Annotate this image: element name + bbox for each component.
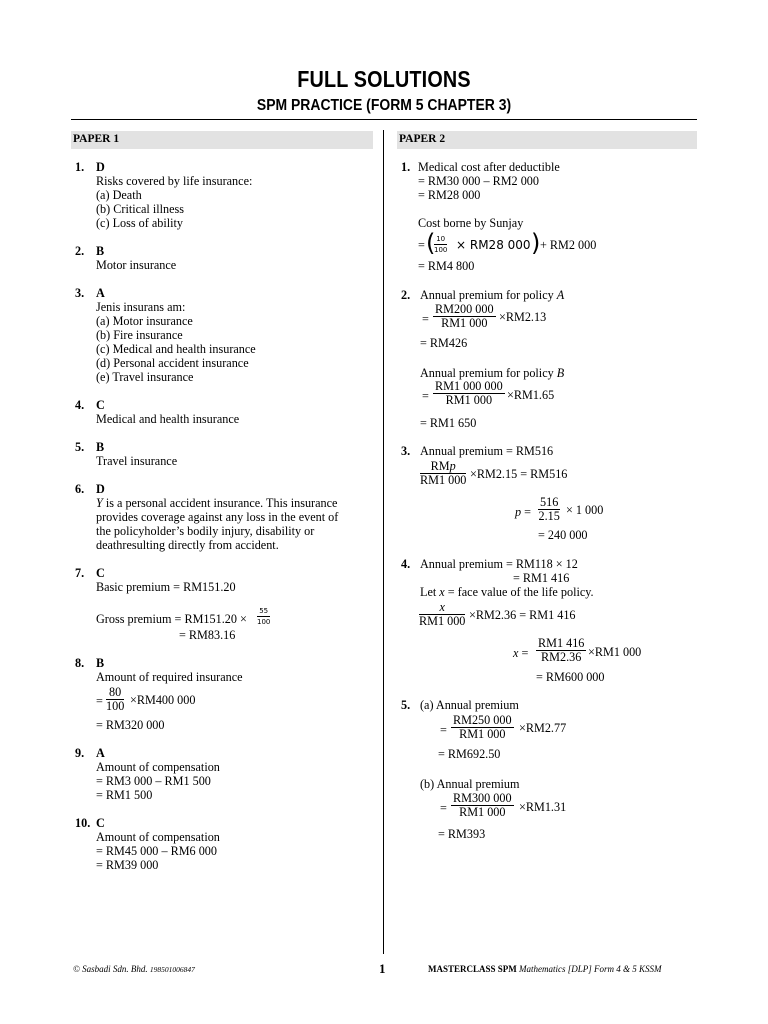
- close-parenthesis: ): [531, 229, 541, 257]
- p2q5-fraction-b: [451, 792, 514, 819]
- p2q4-number: 4.: [401, 557, 411, 571]
- q6-text-line: is a personal accident insurance. This insurance: [102, 496, 338, 510]
- p2q2-result-b: = RM1 650: [420, 416, 477, 430]
- p2q3-text: Annual premium = RM516: [420, 444, 554, 458]
- fraction-denominator: 100: [106, 699, 125, 713]
- q5-answer: B: [96, 440, 105, 454]
- p2q3-fraction-b: [538, 496, 560, 523]
- q7-basic-premium: Basic premium = RM151.20: [96, 580, 236, 594]
- p2q1-step: = RM28 000: [418, 188, 481, 202]
- let-text: = face value of the life policy.: [444, 585, 594, 599]
- q3-text: Jenis insurans am:: [96, 300, 186, 314]
- fraction-denominator: RM2.36: [541, 650, 582, 664]
- equals-sign: =: [418, 238, 425, 252]
- p2q1-multiplier: × RM28 000: [456, 238, 531, 252]
- q6-text-line: the policyholder’s bodily injury, disability or: [96, 524, 315, 538]
- policy-variable: B: [556, 366, 565, 380]
- p2q1-text: Medical cost after deductible: [418, 160, 560, 174]
- p2q3-solve-label: [515, 505, 531, 519]
- policy-variable: A: [556, 288, 565, 302]
- p2q1-text: Cost borne by Sunjay: [418, 216, 524, 230]
- q3-item: (c) Medical and health insurance: [96, 342, 256, 356]
- page-number: 1: [379, 961, 386, 976]
- q2-answer: B: [96, 244, 105, 258]
- copyright-text: © Sasbadi Sdn. Bhd.: [73, 964, 148, 974]
- fraction-denominator: RM1 000: [445, 393, 493, 407]
- q3-item: (e) Travel insurance: [96, 370, 194, 384]
- equals-sign: =: [422, 389, 429, 403]
- p2q5-multiplier-a: ×RM2.77: [519, 721, 567, 735]
- fraction-numerator: 516: [540, 495, 559, 509]
- p2q4-equation: ×RM2.36 = RM1 416: [469, 608, 576, 622]
- currency-label: RM: [430, 459, 450, 473]
- book-name: Mathematics [DLP] Form 4 & 5 KSSM: [519, 964, 662, 974]
- fraction-numerator: 55: [257, 606, 270, 617]
- q7-answer: C: [96, 566, 105, 580]
- equals-sign: =: [440, 801, 447, 815]
- p2q3-equation: ×RM2.15 = RM516: [470, 467, 568, 481]
- q5-number: 5.: [75, 440, 85, 454]
- p2q3-result: = 240 000: [538, 528, 588, 542]
- q8-text: Amount of required insurance: [96, 670, 243, 684]
- let-text: Let: [420, 585, 440, 599]
- p2q2-multiplier-b: ×RM1.65: [507, 388, 555, 402]
- p2q3-fraction-a: [420, 460, 466, 487]
- fraction-numerator: [420, 460, 466, 474]
- equals-sign: =: [96, 694, 103, 708]
- x-variable: x: [439, 585, 445, 599]
- q1-answer: D: [96, 160, 105, 174]
- fraction-denominator: RM1 000: [441, 316, 488, 330]
- footer-copyright: [73, 964, 195, 974]
- q9-text: Amount of compensation: [96, 760, 220, 774]
- fraction-denominator: 100: [257, 618, 271, 626]
- p2q5-fraction-a: [451, 714, 514, 741]
- p2q4-fraction-a: [419, 601, 465, 628]
- fraction-denominator: RM1 000: [420, 473, 467, 487]
- equals-sign: =: [521, 505, 532, 519]
- paper1-heading: PAPER 1: [73, 133, 120, 145]
- q10-step: = RM45 000 – RM6 000: [96, 844, 217, 858]
- p-variable: p: [515, 505, 522, 519]
- q9-answer: A: [96, 746, 105, 760]
- q10-number: 10.: [75, 816, 91, 830]
- q10-result: = RM39 000: [96, 858, 159, 872]
- p2q4-text: Annual premium = RM118 × 12: [420, 557, 578, 571]
- q3-answer: A: [96, 286, 105, 300]
- fraction-denominator: 100: [434, 246, 448, 254]
- equals-sign: =: [518, 646, 529, 660]
- q7-gross-premium: Gross premium = RM151.20 ×: [96, 612, 247, 626]
- p2q2-result-a: = RM426: [420, 336, 468, 350]
- p2q3-number: 3.: [401, 444, 411, 458]
- q8-result: = RM320 000: [96, 718, 165, 732]
- q6-variable: Y: [96, 496, 103, 510]
- q8-multiplier: ×RM400 000: [130, 693, 196, 707]
- fraction-denominator: 2.15: [538, 509, 560, 523]
- q6-text-line: deathresulting directly from accident.: [96, 538, 279, 552]
- p2q2-label-text: Annual premium for policy: [420, 366, 557, 380]
- q1-text: Risks covered by life insurance:: [96, 174, 253, 188]
- registration-number: 198501006847: [149, 965, 195, 974]
- q1-item: (c) Loss of ability: [96, 216, 183, 230]
- p2q1-fraction: [434, 234, 447, 255]
- p2q4-step: = RM1 416: [513, 571, 570, 585]
- paper2-heading: PAPER 2: [399, 133, 446, 145]
- p2q5-part-a-label: (a) Annual premium: [420, 698, 519, 712]
- fraction-numerator: RM1 000 000: [435, 379, 503, 393]
- p2q4-fraction-b: [536, 637, 586, 664]
- q6-answer: D: [96, 482, 105, 496]
- fraction-numerator: 10: [434, 234, 447, 245]
- q7-fraction: [257, 606, 270, 627]
- p2q5-multiplier-b: ×RM1.31: [519, 800, 567, 814]
- p2q5-result-a: = RM692.50: [438, 747, 501, 761]
- page-subtitle: SPM PRACTICE (FORM 5 CHAPTER 3): [256, 97, 512, 114]
- fraction-numerator: x: [419, 601, 465, 615]
- q3-number: 3.: [75, 286, 85, 300]
- q6-text-line: provides coverage against any loss in the event of: [96, 510, 339, 524]
- p2q2-number: 2.: [401, 288, 411, 302]
- q6-text: [96, 496, 337, 510]
- p2q2-label-a: [420, 288, 564, 302]
- fraction-numerator: RM1 416: [538, 636, 585, 650]
- q5-text: Travel insurance: [96, 454, 178, 468]
- p2q5-result-b: = RM393: [438, 827, 486, 841]
- p2q2-fraction-b: [433, 380, 505, 407]
- fraction-numerator: RM250 000: [453, 713, 512, 727]
- q7-number: 7.: [75, 566, 85, 580]
- p2q2-label-b: [420, 366, 564, 380]
- q3-item: (d) Personal accident insurance: [96, 356, 249, 370]
- q4-text: Medical and health insurance: [96, 412, 240, 426]
- p2q1-addend: + RM2 000: [540, 238, 597, 252]
- q3-item: (b) Fire insurance: [96, 328, 183, 342]
- q6-number: 6.: [75, 482, 85, 496]
- p2q2-label-text: Annual premium for policy: [420, 288, 557, 302]
- page-title: FULL SOLUTIONS: [297, 66, 471, 92]
- q2-number: 2.: [75, 244, 85, 258]
- p2q4-result: = RM600 000: [536, 670, 605, 684]
- paper1-heading-bar: [71, 131, 373, 149]
- q9-number: 9.: [75, 746, 85, 760]
- q1-item: (a) Death: [96, 188, 142, 202]
- fraction-numerator: RM200 000: [435, 302, 494, 316]
- fraction-denominator: RM1 000: [459, 805, 506, 819]
- p2q1-result: = RM4 800: [418, 259, 475, 273]
- open-parenthesis: (: [426, 229, 436, 257]
- footer-book-title: [428, 964, 662, 974]
- equals-sign: =: [422, 312, 429, 326]
- p2q5-number: 5.: [401, 698, 411, 712]
- q1-item: (b) Critical illness: [96, 202, 185, 216]
- q8-answer: B: [96, 656, 105, 670]
- fraction-numerator: 80: [106, 686, 124, 700]
- p2q4-multiplier: ×RM1 000: [588, 645, 642, 659]
- header-rule: [71, 119, 697, 120]
- column-divider: [383, 130, 384, 954]
- series-name: MASTERCLASS SPM: [428, 964, 517, 974]
- p2q4-solve-label: [513, 646, 528, 660]
- equals-sign: =: [440, 723, 447, 737]
- q10-answer: C: [96, 816, 105, 830]
- x-variable: x: [513, 646, 519, 660]
- fraction-numerator: RM300 000: [453, 791, 512, 805]
- q4-answer: C: [96, 398, 105, 412]
- fraction-denominator: RM1 000: [419, 614, 466, 628]
- paper2-heading-bar: [397, 131, 697, 149]
- p2q2-multiplier-a: ×RM2.13: [499, 310, 547, 324]
- p2q3-multiplier: × 1 000: [566, 503, 604, 517]
- q9-step: = RM3 000 – RM1 500: [96, 774, 211, 788]
- q8-number: 8.: [75, 656, 85, 670]
- q9-result: = RM1 500: [96, 788, 153, 802]
- q2-text: Motor insurance: [96, 258, 177, 272]
- p2q4-let: [420, 585, 594, 599]
- p-variable: p: [449, 459, 456, 473]
- q1-number: 1.: [75, 160, 85, 174]
- fraction-denominator: RM1 000: [459, 727, 506, 741]
- q4-number: 4.: [75, 398, 85, 412]
- q8-fraction: [106, 686, 124, 713]
- q3-item: (a) Motor insurance: [96, 314, 193, 328]
- p2q1-number: 1.: [401, 160, 411, 174]
- p2q5-part-b-label: (b) Annual premium: [420, 777, 520, 791]
- q10-text: Amount of compensation: [96, 830, 220, 844]
- p2q1-step: = RM30 000 – RM2 000: [418, 174, 539, 188]
- p2q2-fraction-a: [433, 303, 496, 330]
- q7-result: = RM83.16: [179, 628, 236, 642]
